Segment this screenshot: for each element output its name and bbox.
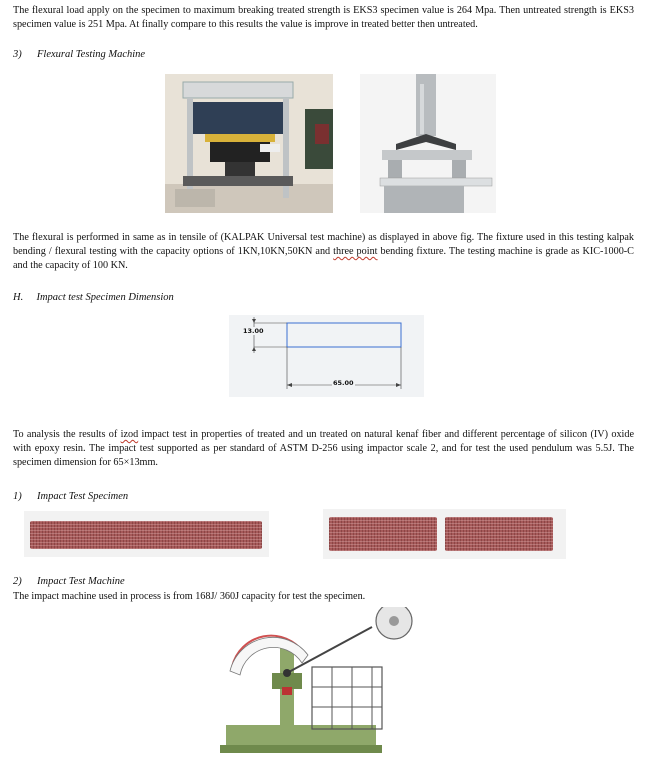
- text-segment: The impact machine used in process is from 168J/ 360J capacity for test the specimen.: [13, 591, 366, 602]
- heading-text: Impact Test Machine: [37, 576, 125, 587]
- long-specimen-photo: [24, 511, 269, 557]
- heading-number: 1): [13, 491, 22, 502]
- flexural-result-text: The flexural load apply on the specimen to maximum breaking treated strength is EKS3 specimen value is 264 Mpa. Then untreated strength is EKS3 specimen value is 251 Mpa. At finally compare to this results the value is improve in treated better then untreated.: [13, 5, 634, 30]
- impact-test-paragraph: [13, 428, 634, 470]
- heading-number: H.: [13, 292, 24, 303]
- text-segment: impact test in properties of treated and un treated on natural kenaf fiber and different percentage of silicon (IV) oxide with epoxy resin. The impact test supported as per standard of ASTM D-256 using impactor scale 2, and for test the used pendulum was 5.5J. The specimen dimension for 65×13mm.: [13, 429, 634, 468]
- text-segment: bending fixture. The testing machine is grade as KIC-1000-C and the capacity of 100 KN.: [13, 246, 634, 271]
- flexural-machine-heading: [13, 49, 145, 60]
- heading-text: Impact Test Specimen: [37, 491, 129, 502]
- three-point-fixture-photo: [360, 74, 496, 213]
- impact-specimen-heading: [13, 491, 128, 502]
- spellcheck-flagged-word: izod: [120, 429, 139, 440]
- impact-machine-paragraph: [13, 590, 634, 604]
- heading-text: Impact test Specimen Dimension: [36, 292, 174, 303]
- fixture-illustration: [360, 74, 496, 213]
- impact-dimension-heading: [13, 292, 174, 303]
- heading-text: Flexural Testing Machine: [37, 49, 146, 60]
- flexural-result-paragraph: [13, 4, 634, 32]
- fabric-strip: [445, 517, 553, 551]
- width-dimension-label: 65.00: [333, 379, 354, 387]
- universal-testing-machine-photo: [165, 74, 333, 213]
- text-segment: To analysis the results of: [13, 429, 121, 440]
- utm-illustration: [165, 74, 333, 213]
- spellcheck-flagged-word: three point: [333, 246, 378, 257]
- impact-machine-photo: [212, 607, 452, 755]
- impact-machine-illustration: [212, 607, 452, 755]
- heading-number: 3): [13, 49, 22, 60]
- text-segment: The flexural is performed in same as in tensile of (KALPAK Universal test machine) as displayed in above fig. The fixture used in this testing kalpak bending / flexural testing with the capacity options of 1KN,10KN,50KN and: [13, 232, 634, 257]
- two-specimens-photo: [323, 509, 566, 559]
- fabric-strip: [329, 517, 437, 551]
- flexural-machine-paragraph: [13, 231, 634, 273]
- specimen-dimension-drawing: [229, 315, 424, 397]
- height-dimension-label: 13.00: [243, 327, 264, 335]
- impact-machine-heading: [13, 576, 125, 587]
- fabric-strip: [30, 521, 262, 549]
- heading-number: 2): [13, 576, 22, 587]
